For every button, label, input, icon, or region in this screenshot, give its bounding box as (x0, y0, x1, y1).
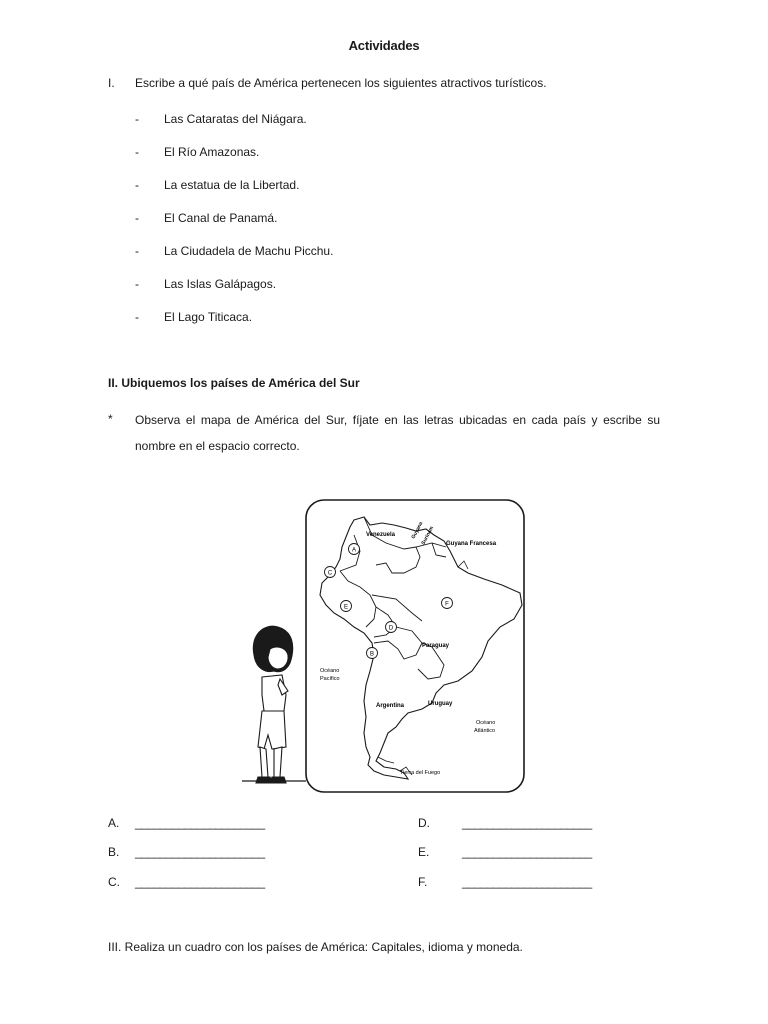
label-oceano-pacifico-2: Pacífico (320, 676, 340, 682)
list-item-text: La Ciudadela de Machu Picchu. (164, 244, 334, 258)
label-surinam: Surinam (420, 525, 436, 546)
marker-a-letter: A (351, 547, 357, 554)
answer-blank-b[interactable]: _____________________ (135, 845, 265, 859)
section2-bullet: * (108, 412, 113, 426)
section3-text: III. Realiza un cuadro con los países de América: Capitales, idioma y moneda. (108, 940, 523, 954)
section2-heading: II. Ubiquemos los países de América del Sur (108, 376, 360, 390)
list-dash: - (135, 178, 139, 192)
answer-blank-d[interactable]: _____________________ (462, 816, 592, 830)
list-item (0, 178, 768, 194)
answer-letter-a: A. (108, 816, 120, 830)
label-argentina: Argentina (376, 703, 405, 709)
answer-blank-f[interactable]: _____________________ (462, 875, 592, 889)
label-guyana: Guyana (410, 520, 425, 540)
answer-letter-d: D. (418, 816, 430, 830)
answer-blank-c[interactable]: _____________________ (135, 875, 265, 889)
list-dash: - (135, 310, 139, 324)
answer-letter-e: E. (418, 845, 430, 859)
marker-d (386, 622, 397, 633)
list-dash: - (135, 244, 139, 258)
answer-letter-f: F. (418, 875, 428, 889)
label-venezuela: Venezuela (366, 532, 396, 538)
marker-e-letter: E (343, 604, 349, 611)
list-item (0, 211, 768, 227)
label-oceano-atlantico-2: Atlántico (474, 728, 496, 734)
list-dash: - (135, 211, 139, 225)
label-uruguay: Uruguay (428, 701, 453, 707)
list-item (0, 145, 768, 161)
list-item-text: El Río Amazonas. (164, 145, 260, 159)
girl-illustration (242, 626, 306, 783)
label-tierra-del-fuego: Tierra del Fuego (400, 770, 441, 776)
marker-a (349, 544, 360, 555)
list-item-text: El Canal de Panamá. (164, 211, 278, 225)
answer-letter-c: C. (108, 875, 120, 889)
marker-f-letter: F (445, 601, 449, 608)
answer-letter-b: B. (108, 845, 120, 859)
list-item-text: El Lago Titicaca. (164, 310, 253, 324)
section2-instruction-line1: Observa el mapa de América del Sur, fíjate en las letras ubicadas en cada país y escribe su (135, 413, 660, 427)
marker-e (341, 601, 352, 612)
label-oceano-pacifico: Océano (320, 668, 340, 674)
label-guyana-francesa: Guyana Francesa (446, 541, 497, 547)
list-dash: - (135, 145, 139, 159)
list-item-text: Las Islas Galápagos. (164, 277, 277, 291)
list-item (0, 277, 768, 293)
answer-blank-e[interactable]: _____________________ (462, 845, 592, 859)
marker-b (367, 648, 378, 659)
list-item (0, 244, 768, 260)
list-dash: - (135, 112, 139, 126)
marker-c (325, 567, 336, 578)
page-title: Actividades (348, 38, 420, 53)
label-paraguay: Paraguay (422, 643, 450, 649)
answer-blank-a[interactable]: _____________________ (135, 816, 265, 830)
list-item-text: La estatua de la Libertad. (164, 178, 300, 192)
section1-instruction: Escribe a qué país de América pertenecen los siguientes atractivos turísticos. (135, 76, 547, 90)
marker-c-letter: C (327, 570, 333, 577)
list-item (0, 112, 768, 128)
marker-d-letter: D (388, 625, 394, 632)
label-oceano-atlantico: Océano (476, 720, 496, 726)
list-item-text: Las Cataratas del Niágara. (164, 112, 307, 126)
marker-f (442, 598, 453, 609)
list-dash: - (135, 277, 139, 291)
list-item (0, 310, 768, 326)
marker-b-letter: B (369, 651, 375, 658)
section2-instruction-line2: nombre en el espacio correcto. (135, 439, 300, 453)
south-america-map-illustration (236, 495, 530, 800)
section1-number: I. (108, 76, 115, 90)
